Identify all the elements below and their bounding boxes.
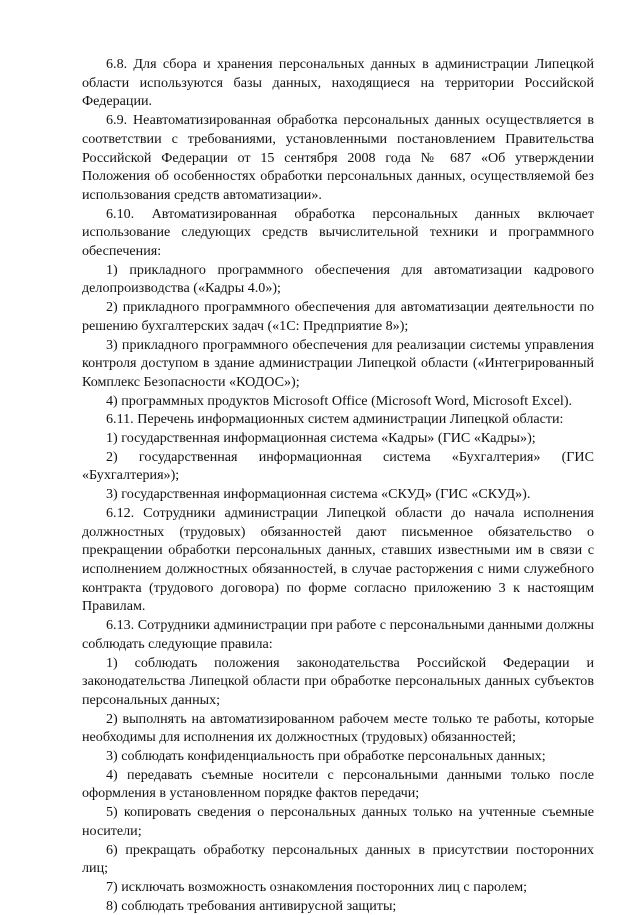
list-item-6-11-3: 3) государственная информационная система «СКУД» (ГИС «СКУД»). — [106, 486, 531, 503]
list-item-6-13-6: 6) прекращать обработку персональных данных в присутствии посторонних лиц; — [82, 841, 594, 877]
paragraph-6-8: 6.8. Для сбора и хранения персональных данных в администрации Липецкой области используются базы данных, находящиеся на территории Российской Федерации. — [82, 56, 594, 110]
paragraph-6-9: 6.9. Неавтоматизированная обработка персональных данных осуществляется в соответствии с требованиями, установленными постановлением Правительства Российской Федерации от 15 сентября 2008 года № 687 «Об утверждении Положения об особенностях обработки персональных данных, осуществляемой без использования средств автоматизации». — [82, 112, 594, 203]
list-item-6-10-4: 4) программных продуктов Microsoft Office (Microsoft Word, Microsoft Excel). — [106, 392, 573, 409]
list-item-6-13-3: 3) соблюдать конфиденциальность при обработке персональных данных; — [106, 748, 546, 765]
paragraph-6-11: 6.11. Перечень информационных систем администрации Липецкой области: — [106, 411, 564, 428]
document-page — [82, 55, 594, 915]
paragraph-6-12: 6.12. Сотрудники администрации Липецкой области до начала исполнения должностных (трудовых) обязанностей дают письменное обязательство о прекращении обработки персональных данных, ставших известными им в связи с исполнением должностных обязанностей, в случае расторжения с ними служебного контракта (трудового договора) по форме согласно приложению 3 к настоящим Правилам. — [82, 504, 594, 615]
list-item-6-10-1: 1) прикладного программного обеспечения для автоматизации кадрового делопроизводства («Кадры 4.0»); — [82, 261, 594, 297]
list-item-6-13-1: 1) соблюдать положения законодательства Российской Федерации и законодательства Липецкой области при обработке персональных данных субъектов персональных данных; — [82, 654, 594, 708]
list-item-6-10-3: 3) прикладного программного обеспечения для реализации системы управления контроля доступом в здание администрации Липецкой области («Интегрированный Комплекс Безопасности «КОДОС»); — [82, 336, 594, 390]
list-item-6-13-8: 8) соблюдать требования антивирусной защиты; — [106, 897, 397, 914]
list-item-6-13-4: 4) передавать съемные носители с персональными данными только после оформления в установленном порядке фактов передачи; — [82, 766, 594, 802]
list-item-6-11-2: 2) государственная информационная система «Бухгалтерия» (ГИС «Бухгалтерия»); — [82, 448, 594, 484]
paragraph-6-10: 6.10. Автоматизированная обработка персональных данных включает использование следующих средств вычислительной техники и программного обеспечения: — [82, 205, 594, 260]
list-item-6-13-7: 7) исключать возможность ознакомления посторонних лиц с паролем; — [106, 878, 528, 895]
paragraph-6-13: 6.13. Сотрудники администрации при работе с персональными данными должны соблюдать следующие правила: — [82, 617, 594, 652]
list-item-6-10-2: 2) прикладного программного обеспечения для автоматизации деятельности по решению бухгалтерских задач («1С: Предприятие 8»); — [82, 299, 594, 334]
list-item-6-11-1: 1) государственная информационная система «Кадры» (ГИС «Кадры»); — [106, 430, 536, 447]
list-item-6-13-2: 2) выполнять на автоматизированном рабочем месте только те работы, которые необходимы для исполнения их должностных (трудовых) обязанностей; — [82, 710, 594, 746]
list-item-6-13-5: 5) копировать сведения о персональных данных только на учтенные съемные носители; — [82, 804, 594, 839]
